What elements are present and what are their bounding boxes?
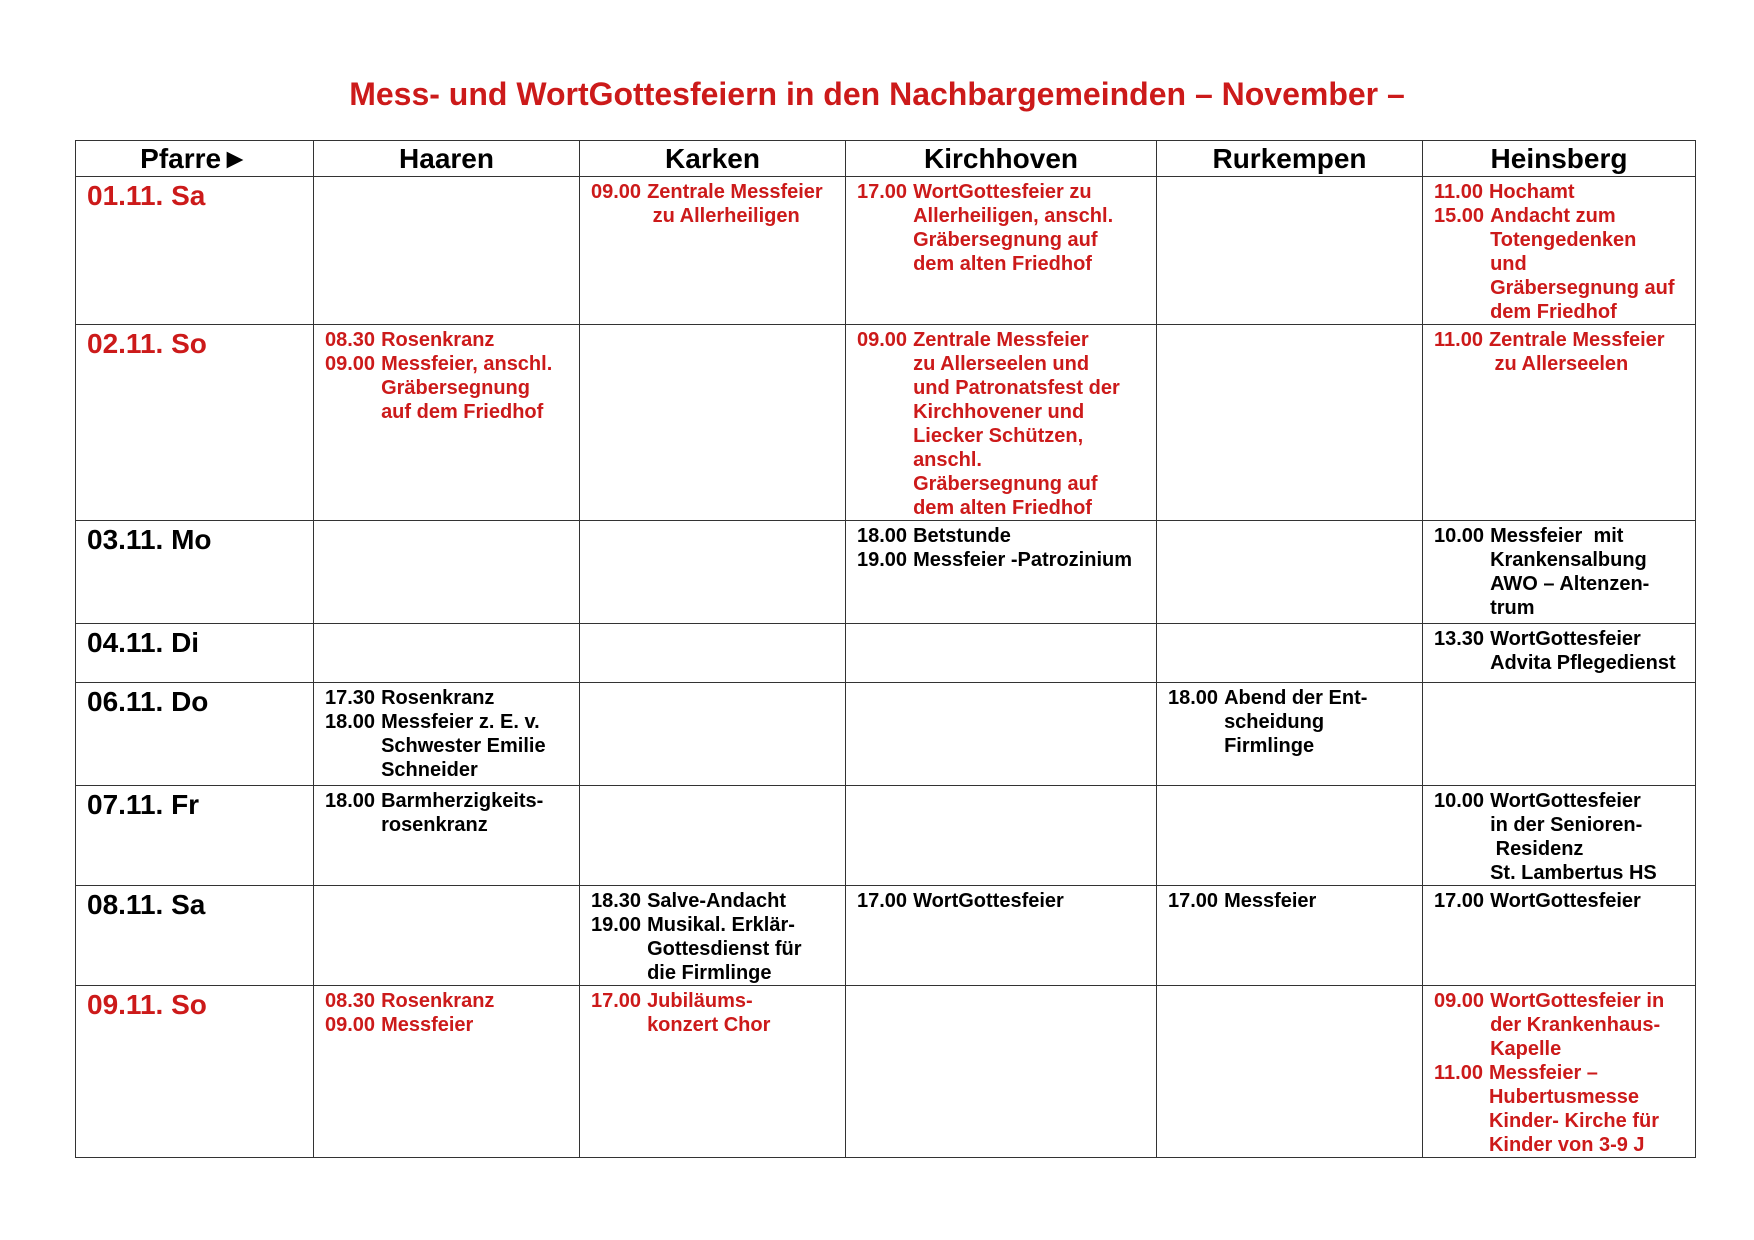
- event-text: WortGottesfeier in der Senioren- Residenz St. Lambertus HS: [1490, 790, 1657, 884]
- event-entry: [1434, 328, 1695, 376]
- event-cell: [580, 325, 846, 521]
- event-text: Andacht zum Totengedenken und Gräbersegnung auf dem Friedhof: [1490, 205, 1675, 323]
- event-cell: [580, 986, 846, 1158]
- day-label: 01.11. Sa: [76, 177, 314, 325]
- event-cell: [1423, 624, 1696, 683]
- day-label: 04.11. Di: [76, 624, 314, 683]
- day-label: 08.11. Sa: [76, 886, 314, 986]
- schedule-row: [76, 786, 1696, 886]
- event-cell: [846, 624, 1157, 683]
- schedule-row: [76, 624, 1696, 683]
- event-text: WortGottesfeier: [1490, 890, 1641, 912]
- event-cell: [846, 521, 1157, 624]
- event-time: 19.00: [857, 549, 908, 571]
- schedule-row: [76, 683, 1696, 786]
- event-cell: [1423, 886, 1696, 986]
- event-text: Rosenkranz: [381, 990, 495, 1012]
- event-time: 15.00: [1434, 205, 1485, 227]
- page-title: Mess- und WortGottesfeiern in den Nachbargemeinden – November –: [349, 76, 1405, 112]
- event-time: 17.00: [857, 890, 908, 912]
- event-text: Messfeier – Hubertusmesse Kinder- Kirche für Kinder von 3-9 J: [1488, 1062, 1659, 1156]
- day-label: 06.11. Do: [76, 683, 314, 786]
- schedule-table: [75, 140, 1696, 1158]
- event-time: 18.00: [857, 525, 908, 547]
- event-entry: [591, 913, 845, 985]
- event-text: Zentrale Messfeier zu Allerseelen und und Patronatsfest der Kirchhovener und Liecker Schützen, anschl. Gräbersegnung auf dem alten Friedhof: [913, 329, 1120, 519]
- event-time: 09.00: [591, 181, 642, 203]
- column-header-kirchhoven: Kirchhoven: [846, 141, 1157, 177]
- event-time: 09.00: [325, 1014, 376, 1036]
- event-entry: [857, 524, 1156, 548]
- event-text: WortGottesfeier zu Allerheiligen, anschl. Gräbersegnung auf dem alten Friedhof: [913, 181, 1114, 275]
- event-entry: [857, 548, 1156, 572]
- event-entry: [591, 180, 845, 228]
- event-time: 11.00: [1434, 181, 1483, 203]
- event-cell: [1157, 177, 1423, 325]
- event-time: 08.30: [325, 990, 376, 1012]
- event-text: Zentrale Messfeier zu Allerseelen: [1488, 329, 1665, 375]
- event-time: 09.00: [857, 329, 908, 351]
- event-cell: [580, 683, 846, 786]
- event-text: Messfeier z. E. v. Schwester Emilie Schneider: [381, 711, 546, 781]
- event-entry: [325, 352, 579, 424]
- event-cell: [846, 683, 1157, 786]
- event-cell: [1423, 986, 1696, 1158]
- event-entry: [325, 789, 579, 837]
- event-cell: [1157, 325, 1423, 521]
- event-cell: [580, 521, 846, 624]
- event-time: 18.00: [325, 711, 376, 733]
- event-text: Musikal. Erklär- Gottesdienst für die Firmlinge: [647, 914, 802, 984]
- schedule-row: [76, 521, 1696, 624]
- event-entry: [325, 686, 579, 710]
- day-label: 09.11. So: [76, 986, 314, 1158]
- event-entry: [1434, 889, 1695, 913]
- event-text: WortGottesfeier in der Krankenhaus- Kapelle: [1490, 990, 1665, 1060]
- column-header-pfarre: Pfarre►: [76, 141, 314, 177]
- event-cell: [1157, 886, 1423, 986]
- event-time: 17.30: [325, 687, 376, 709]
- event-text: Zentrale Messfeier zu Allerheiligen: [647, 181, 823, 227]
- event-cell: [1157, 521, 1423, 624]
- event-entry: [1434, 1061, 1695, 1157]
- schedule-body: [76, 177, 1696, 1158]
- event-cell: [580, 177, 846, 325]
- event-time: 08.30: [325, 329, 376, 351]
- event-cell: [314, 886, 580, 986]
- day-label: 03.11. Mo: [76, 521, 314, 624]
- schedule-row: [76, 886, 1696, 986]
- event-cell: [314, 325, 580, 521]
- column-header-rurkempen: Rurkempen: [1157, 141, 1423, 177]
- event-text: WortGottesfeier Advita Pflegedienst: [1490, 628, 1676, 674]
- day-label: 02.11. So: [76, 325, 314, 521]
- event-time: 10.00: [1434, 790, 1485, 812]
- event-cell: [314, 177, 580, 325]
- schedule-row: [76, 177, 1696, 325]
- event-cell: [846, 986, 1157, 1158]
- schedule-row: [76, 986, 1696, 1158]
- event-entry: [857, 180, 1156, 276]
- event-time: 11.00: [1434, 329, 1483, 351]
- event-text: Salve-Andacht: [647, 890, 786, 912]
- event-time: 13.30: [1434, 628, 1485, 650]
- event-entry: [1434, 524, 1695, 620]
- event-text: Betstunde: [913, 525, 1011, 547]
- event-cell: [1423, 325, 1696, 521]
- event-text: Jubiläums- konzert Chor: [647, 990, 771, 1036]
- event-entry: [1168, 889, 1422, 913]
- event-time: 10.00: [1434, 525, 1485, 547]
- event-time: 18.00: [325, 790, 376, 812]
- event-text: Abend der Ent- scheidung Firmlinge: [1224, 687, 1368, 757]
- event-entry: [591, 989, 845, 1037]
- event-cell: [314, 786, 580, 886]
- event-time: 09.00: [325, 353, 376, 375]
- event-cell: [314, 683, 580, 786]
- event-text: WortGottesfeier: [913, 890, 1064, 912]
- event-time: 17.00: [857, 181, 908, 203]
- event-entry: [1434, 204, 1695, 324]
- event-text: Hochamt: [1488, 181, 1575, 203]
- event-entry: [325, 989, 579, 1013]
- event-entry: [591, 889, 845, 913]
- day-label: 07.11. Fr: [76, 786, 314, 886]
- event-cell: [580, 786, 846, 886]
- event-text: Rosenkranz: [381, 687, 495, 709]
- event-time: 17.00: [1434, 890, 1485, 912]
- header-row: [76, 141, 1696, 177]
- event-cell: [846, 886, 1157, 986]
- event-cell: [1423, 177, 1696, 325]
- event-entry: [1434, 627, 1695, 675]
- event-entry: [325, 328, 579, 352]
- event-entry: [1434, 789, 1695, 885]
- column-header-heinsberg: Heinsberg: [1423, 141, 1696, 177]
- event-cell: [580, 624, 846, 683]
- event-text: Messfeier: [1224, 890, 1317, 912]
- event-text: Messfeier, anschl. Gräbersegnung auf dem Friedhof: [381, 353, 553, 423]
- event-cell: [314, 986, 580, 1158]
- column-header-haaren: Haaren: [314, 141, 580, 177]
- event-cell: [1157, 786, 1423, 886]
- event-time: 09.00: [1434, 990, 1485, 1012]
- event-time: 18.30: [591, 890, 642, 912]
- event-text: Messfeier: [381, 1014, 474, 1036]
- event-cell: [1157, 683, 1423, 786]
- event-cell: [1423, 521, 1696, 624]
- event-entry: [1434, 180, 1695, 204]
- event-text: Barmherzigkeits- rosenkranz: [381, 790, 544, 836]
- event-cell: [314, 624, 580, 683]
- column-header-karken: Karken: [580, 141, 846, 177]
- event-entry: [857, 889, 1156, 913]
- event-entry: [857, 328, 1156, 520]
- event-cell: [1423, 683, 1696, 786]
- event-cell: [846, 177, 1157, 325]
- event-cell: [846, 786, 1157, 886]
- event-entry: [1168, 686, 1422, 758]
- schedule-row: [76, 325, 1696, 521]
- event-cell: [314, 521, 580, 624]
- event-text: Messfeier -Patrozinium: [913, 549, 1133, 571]
- event-cell: [846, 325, 1157, 521]
- event-text: Messfeier mit Krankensalbung AWO – Altenzen- trum: [1490, 525, 1650, 619]
- event-entry: [325, 710, 579, 782]
- event-cell: [1157, 624, 1423, 683]
- event-time: 18.00: [1168, 687, 1219, 709]
- event-time: 17.00: [591, 990, 642, 1012]
- event-cell: [1423, 786, 1696, 886]
- event-entry: [325, 1013, 579, 1037]
- event-cell: [1157, 986, 1423, 1158]
- event-entry: [1434, 989, 1695, 1061]
- event-text: Rosenkranz: [381, 329, 495, 351]
- event-time: 11.00: [1434, 1062, 1483, 1084]
- event-time: 17.00: [1168, 890, 1219, 912]
- event-time: 19.00: [591, 914, 642, 936]
- event-cell: [580, 886, 846, 986]
